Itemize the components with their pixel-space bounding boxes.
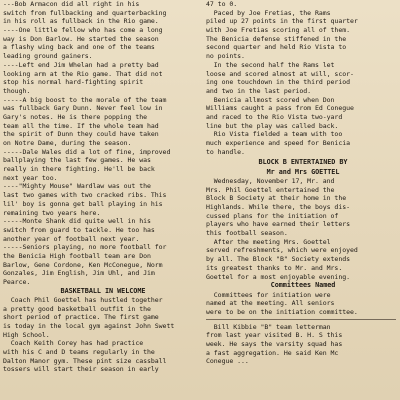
text-line: ----One little fellow who has come a long: [3, 26, 163, 35]
text-line: much experience and speed for Benicia: [206, 139, 350, 147]
block-b-paragraph-1: [206, 177, 400, 238]
text-line: on Notre Dame, during the season.: [3, 139, 132, 147]
text-line: tossers will start their season in early: [3, 365, 159, 374]
game-report-paragraph-3: [206, 96, 400, 131]
text-line: and raced to the Rio Vista two-yard: [206, 112, 343, 121]
text-line: stop his normal hard-fighting spirit: [3, 78, 144, 87]
text-line: this football season.: [206, 229, 288, 238]
letterman-paragraph: [206, 323, 400, 366]
sports-notes-paragraph-2: [3, 61, 203, 96]
text-line: though.: [3, 86, 31, 95]
text-line: to handle.: [206, 147, 245, 156]
text-line: Dalton Manor gym. These pint size cassball: [3, 356, 167, 365]
text-line: Block B Society at their home in the: [206, 194, 347, 203]
text-line: switch from guard to tackle. He too has: [3, 225, 155, 234]
text-line: no points.: [206, 52, 245, 61]
game-report-paragraph-2: [206, 61, 400, 96]
text-line: Bill Kibbie "B" team letterman: [206, 322, 331, 331]
text-line: named at the meeting. All seniors: [206, 299, 335, 308]
text-line: a fast aggregation. He said Ken Mc: [206, 348, 339, 357]
text-line: ballplaying the last few games. He was: [3, 156, 151, 165]
text-line: way is Don Barlow. He started the season: [3, 34, 159, 43]
block-b-subheadline: Mr and Mrs GOETTEL: [266, 167, 340, 176]
text-line: Goettel for a most enjoyable evening.: [206, 272, 350, 281]
text-line: in his roll as fullback in the Rio game.: [3, 17, 159, 26]
text-line: with Joe Fretias scoring all of them.: [206, 26, 350, 35]
game-report-paragraph-4: [206, 130, 400, 156]
basketball-paragraph-2: [3, 339, 203, 374]
text-line: Williams caught a pass from Ed Conegue: [206, 104, 354, 113]
text-line: Gary's notes. He is there popping the: [3, 112, 147, 121]
sports-notes-paragraph-3: [3, 96, 203, 148]
text-line: is today in the local gym against John Swett: [3, 322, 175, 331]
text-line: looking arm at the Rio game. That did not: [3, 69, 163, 78]
text-line: loose and scored almost at will, scor-: [206, 69, 354, 78]
basketball-headline: BASKETBALL IN WELCOME: [60, 286, 146, 295]
text-line: a pretty good basketball outfit in the: [3, 304, 151, 313]
text-line: second quarter and held Rio Vista to: [206, 43, 347, 52]
text-line: ----"Mighty Mouse" Wardlaw was out the: [3, 182, 151, 191]
text-line: Benicia allmost scored when Don: [206, 95, 335, 104]
text-line: another year of football next year.: [3, 234, 140, 243]
text-line: week. He says the varsity squad has: [206, 339, 343, 348]
text-line: team all the time. If the whole team had: [3, 121, 159, 130]
sports-notes-paragraph-7: [3, 243, 203, 286]
sports-notes-paragraph-6: [3, 217, 203, 243]
text-line: its greatest thanks to Mr. and Mrs.: [206, 263, 343, 272]
text-line: lil' boy is gonna get ball playing in his: [3, 199, 163, 208]
text-line: from last year visited B. H. S this: [206, 331, 343, 340]
text-line: Paced by Joe Fretias, the Rams: [206, 8, 331, 17]
text-line: ----Left end Jim Whelan had a pretty bad: [3, 60, 159, 69]
text-line: Coach Keith Corey has had practice: [3, 339, 144, 348]
text-line: After the meeting Mrs. Goettel: [206, 237, 331, 246]
text-line: the Benicia High football team are Don: [3, 251, 151, 260]
text-line: Coach Phil Goettel has hustled together: [3, 295, 163, 304]
text-line: Gonzales, Jim English, Jim Uhl, and Jim: [3, 269, 155, 278]
basketball-paragraph-1: [3, 296, 203, 339]
sports-notes-paragraph-1: [3, 0, 203, 61]
section-divider: [206, 319, 396, 320]
text-line: 47 to 0.: [206, 0, 238, 8]
text-line: Pearce.: [3, 278, 31, 286]
text-line: leading ground gainers.: [3, 52, 93, 61]
text-line: by all. The Block "B" Society extends: [206, 255, 350, 264]
text-line: were to be on the initiation committee.: [206, 307, 358, 316]
text-line: -----Dale Wales did a lot of fine, improved: [3, 147, 171, 156]
text-line: served refreshments, which were enjoyed: [206, 246, 358, 255]
text-line: Committees for initiation were: [206, 290, 331, 299]
text-line: -----A big boost to the morale of the team: [3, 95, 167, 104]
text-line: Rio Vista fielded a team with too: [206, 130, 343, 139]
left-column: [3, 0, 203, 374]
text-line: In the second half the Rams let: [206, 60, 335, 69]
text-line: remaining two years here.: [3, 208, 101, 217]
game-score-line: [206, 0, 400, 9]
text-line: Wednesday, November 17, Mr. and: [206, 176, 335, 185]
game-report-paragraph-1: [206, 9, 400, 61]
text-line: Mrs. Phil Goettel entertained the: [206, 185, 335, 194]
text-line: -----Monte Shank did quite well in his: [3, 217, 151, 226]
text-line: ing one touchdown in the third period: [206, 78, 350, 87]
text-line: -----Seniors playing, no more football for: [3, 243, 167, 252]
text-line: switch from fullbacking and quarterbacking: [3, 8, 167, 17]
text-line: the spirit of Dunn they could have taken: [3, 130, 159, 139]
text-line: cussed plans for the initiation of: [206, 211, 339, 220]
text-line: was fullback Gary Dunn. Never feel low in: [3, 104, 163, 113]
text-line: players who have earned their letters: [206, 220, 350, 229]
text-line: The Benicia defense stiffened in the: [206, 34, 347, 43]
text-line: last two games with two cracked ribs. This: [3, 191, 167, 200]
text-line: a flashy wing back and one of the teams: [3, 43, 155, 52]
text-line: ---Bob Armacon did all right in his: [3, 0, 140, 8]
text-line: piled up 27 points in the first quarter: [206, 17, 358, 26]
committees-headline: Committees Named: [270, 281, 336, 290]
text-line: Barlow, Gene Cordone, Ken McConegue, Norm: [3, 260, 163, 269]
block-b-paragraph-2: [206, 238, 400, 281]
text-line: and two in the last period.: [206, 86, 312, 95]
sports-notes-paragraph-4: [3, 148, 203, 183]
text-line: with his C and D teams regularly in the: [3, 348, 155, 357]
sports-notes-paragraph-5: [3, 182, 203, 217]
text-line: next year too.: [3, 173, 58, 182]
text-line: really in there fighting. He'll be back: [3, 165, 155, 174]
block-b-headline: BLOCK B ENTERTAINED BY: [258, 158, 348, 167]
right-column: [206, 0, 400, 366]
text-line: line but the play was called back.: [206, 121, 339, 130]
text-line: Highlands. While there, the boys dis-: [206, 203, 350, 212]
committees-paragraph: [206, 291, 400, 317]
text-line: High School.: [3, 330, 50, 339]
text-line: short period of practice. The first game: [3, 313, 159, 322]
text-line: Conegue ...: [206, 357, 249, 366]
